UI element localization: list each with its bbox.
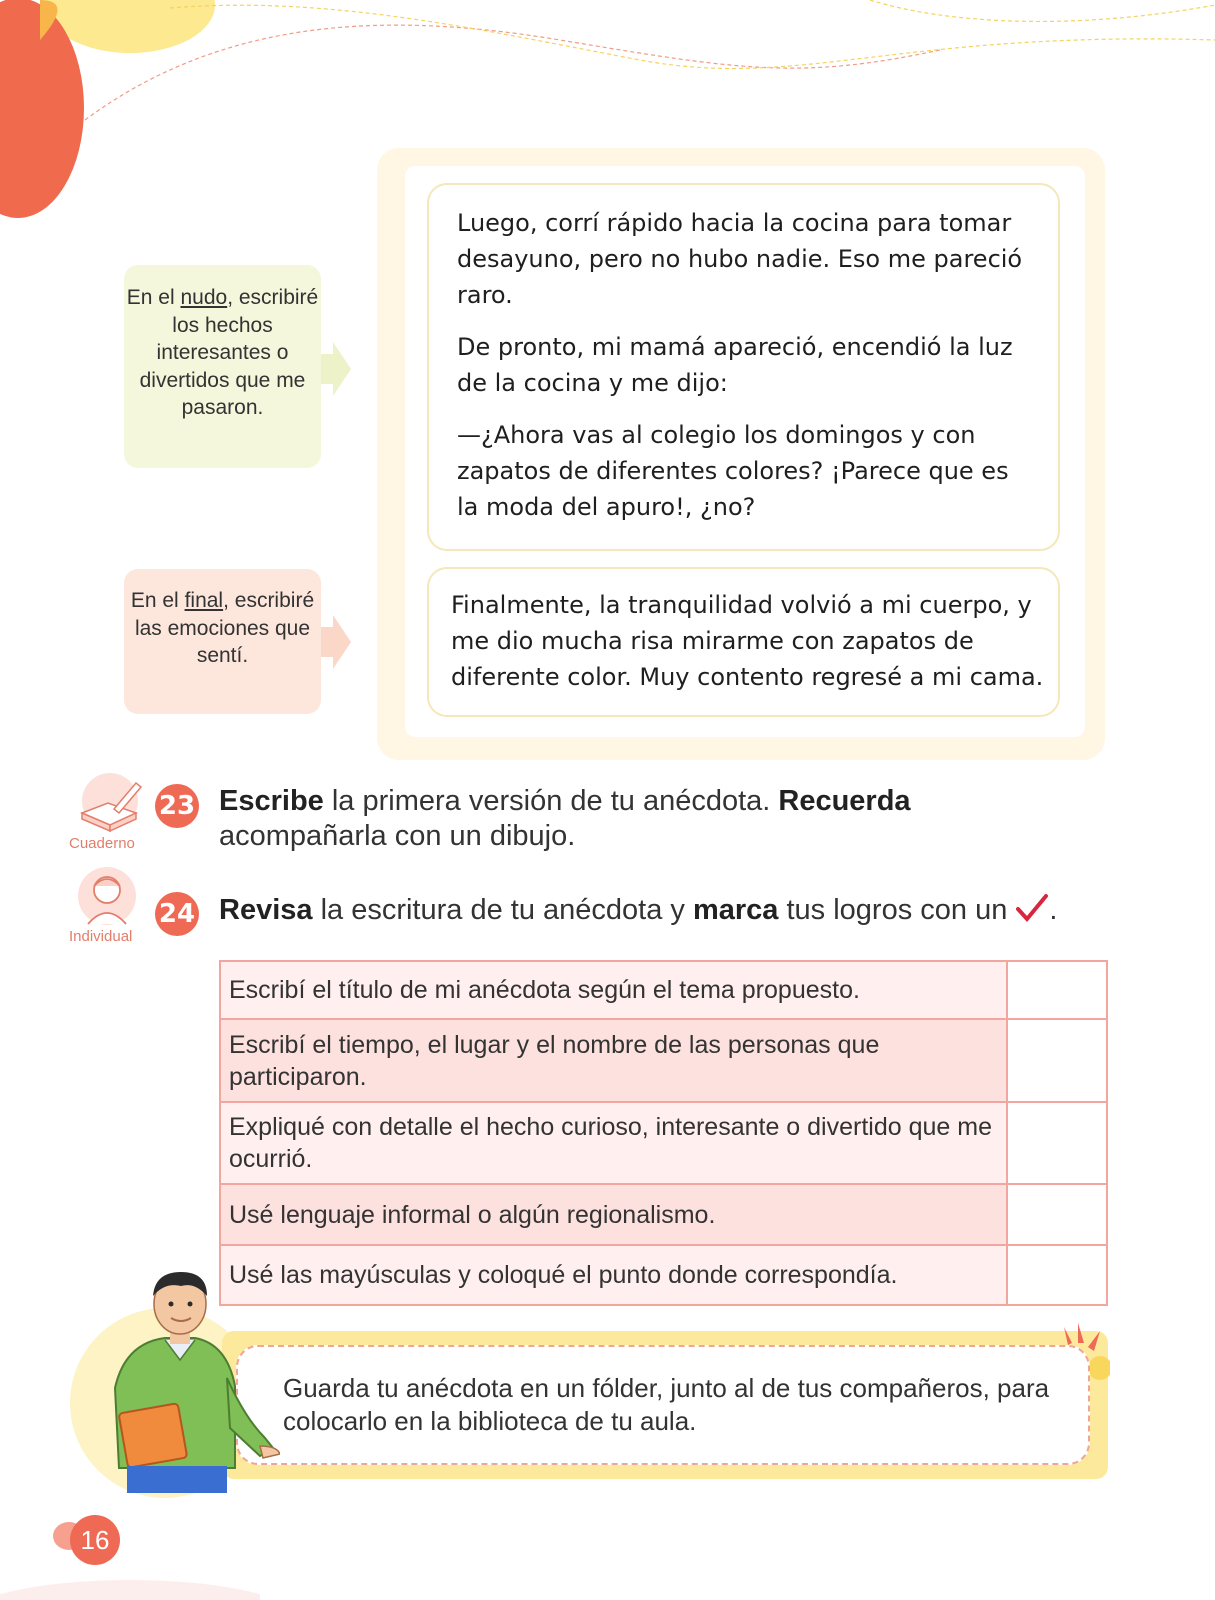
note-final (124, 569, 321, 714)
check-cell[interactable] (1007, 1245, 1107, 1305)
page-number: 16 (70, 1515, 120, 1565)
story-paragraph: De pronto, mi mamá apareció, encendió la luz de la cocina y me dijo: (457, 333, 1013, 397)
table-row (220, 1184, 1107, 1245)
arrow-right-icon (321, 342, 351, 396)
check-cell[interactable] (1007, 1184, 1107, 1245)
note-term: nudo (180, 286, 228, 309)
activity-number-badge: 24 (155, 892, 199, 936)
footer-decoration (0, 1560, 260, 1600)
icon-label-cuaderno: Cuaderno (69, 835, 135, 852)
activity-verb: Revisa (219, 894, 313, 926)
student-icon (76, 866, 138, 928)
activity-verb: Recuerda (778, 785, 911, 817)
check-cell[interactable] (1007, 961, 1107, 1019)
story-paragraph: Luego, corrí rápido hacia la cocina para tomar desayuno, pero no hubo nadie. Eso me pareció raro. (457, 209, 1023, 309)
note-rest: , escribiré los hechos interesantes o divertidos que me pasaron. (139, 286, 319, 419)
note-prefix: En el (130, 589, 185, 612)
achievement-checklist (219, 960, 1108, 1306)
checklist-item: Usé las mayúsculas y coloqué el punto donde correspondía. (220, 1245, 1007, 1305)
story-final-box (427, 567, 1060, 717)
activity-verb: marca (692, 894, 779, 926)
checklist-item: Expliqué con detalle el hecho curioso, interesante o divertido que me ocurrió. (220, 1102, 1007, 1184)
table-row (220, 1245, 1107, 1305)
checklist-item: Escribí el tiempo, el lugar y el nombre de las personas que participaron. (220, 1019, 1007, 1102)
table-row (220, 1019, 1107, 1102)
activity-24-text (219, 893, 1099, 928)
activity-text: acompañarla con un dibujo. (219, 820, 576, 852)
tip-text: Guarda tu anécdota en un fólder, junto al de tus compañeros, para colocarlo en la biblioteca de tu aula. (283, 1373, 1050, 1436)
story-ending: Finalmente, la tranquilidad volvió a mi cuerpo, y me dio mucha risa mirarme con zapatos de diferente color. Muy contento regresé a mi cama. (451, 591, 1044, 691)
check-cell[interactable] (1007, 1102, 1107, 1184)
activity-number-badge: 23 (155, 784, 199, 828)
table-row (220, 961, 1107, 1019)
arrow-right-icon (321, 615, 351, 669)
activity-text: . (1049, 894, 1058, 926)
story-paragraph: —¿Ahora vas al colegio los domingos y con zapatos de diferentes colores? ¡Parece que es la moda del apuro!, ¿no? (457, 421, 1009, 521)
notebook-icon (74, 773, 146, 835)
activity-23-text (219, 784, 1079, 854)
activity-text: la primera versión de tu anécdota. (323, 785, 779, 817)
note-rest: , escribiré las emociones que sentí. (134, 589, 315, 667)
activity-text: la escritura de tu anécdota y (312, 894, 693, 926)
checklist-item: Escribí el título de mi anécdota según el tema propuesto. (220, 961, 1007, 1019)
check-cell[interactable] (1007, 1019, 1107, 1102)
checkmark-icon (1015, 893, 1049, 923)
teacher-illustration (95, 1268, 280, 1493)
activity-verb: Escribe (219, 785, 324, 817)
checklist-item: Usé lenguaje informal o algún regionalismo. (220, 1184, 1007, 1245)
table-row (220, 1102, 1107, 1184)
note-nudo (124, 265, 321, 468)
activity-text: tus logros con un (778, 894, 1016, 926)
story-nudo-box (427, 183, 1060, 551)
note-term: final (184, 589, 224, 612)
icon-label-individual: Individual (69, 928, 133, 945)
note-prefix: En el (126, 286, 181, 309)
